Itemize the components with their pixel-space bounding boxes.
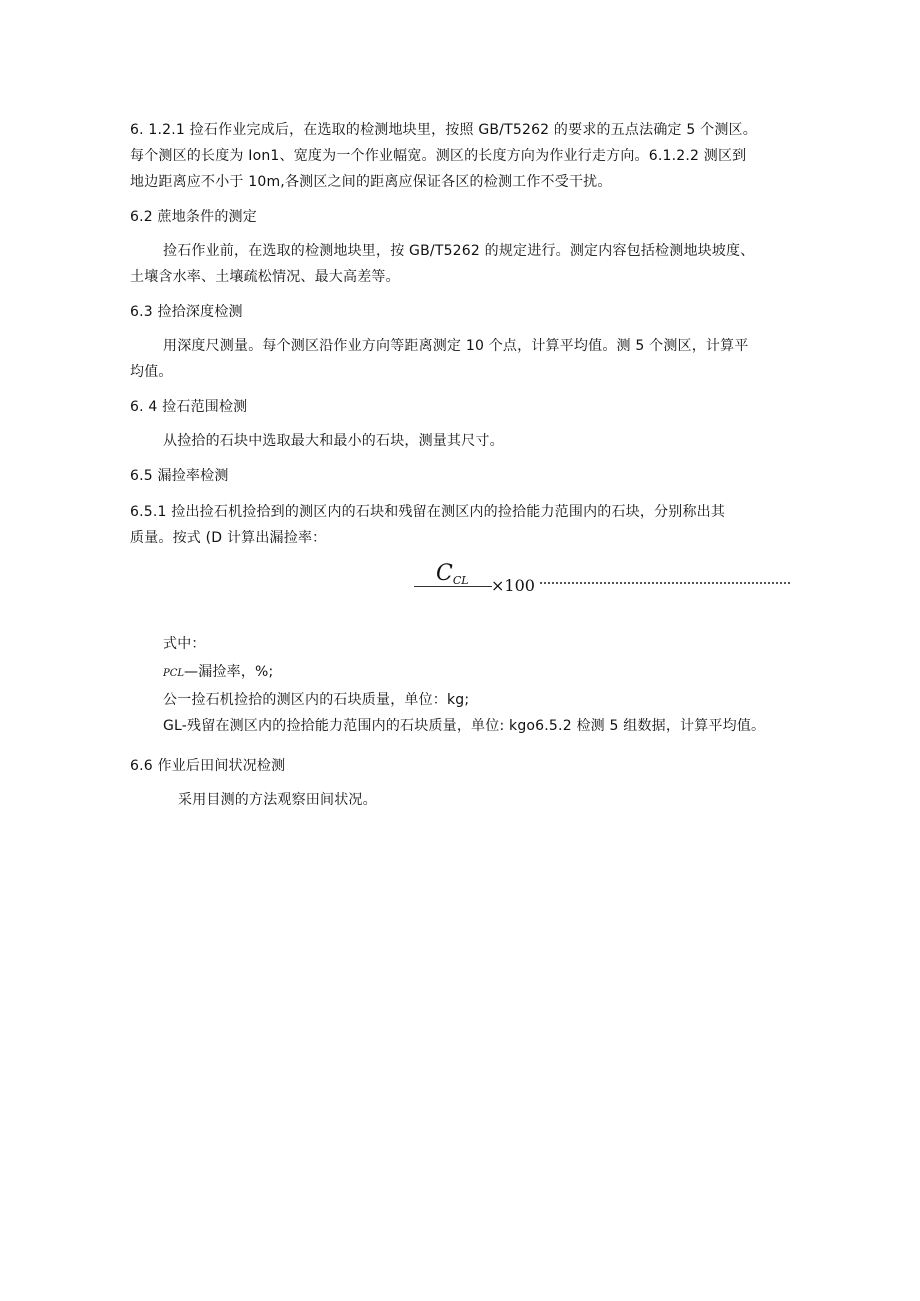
paragraph-line: 采用目测的方法观察田间状况。 bbox=[178, 792, 377, 808]
paragraph-line: 公一捡石机捡拾的测区内的石块质量，单位：kg; bbox=[163, 692, 470, 708]
section-heading-6-4: 6. 4 捡石范围检测 bbox=[130, 399, 248, 415]
paragraph-line: 土壤含水率、土壤疏松情况、最大高差等。 bbox=[130, 269, 400, 285]
section-heading-6-3: 6.3 捡拾深度检测 bbox=[130, 304, 243, 320]
symbol-pcl: PCL bbox=[163, 668, 185, 679]
formula-fraction-bar bbox=[414, 586, 492, 587]
paragraph-line: 6.5.1 捡出捡石机捡拾到的测区内的石块和残留在测区内的捡拾能力范围内的石块，分别称出其 bbox=[130, 504, 726, 520]
paragraph-line: GL-残留在测区内的捡拾能力范围内的石块质量，单位: kgo6.5.2 检测 5 组数据，计算平均值。 bbox=[163, 718, 766, 734]
formula-dot-leader bbox=[540, 582, 790, 584]
legend-text: —漏捡率，%; bbox=[184, 664, 274, 680]
paragraph-line: 质量。按式 (D 计算出漏捡率： bbox=[130, 530, 327, 546]
paragraph-line: 地边距离应不小于 10m,各测区之间的距离应保证各区的检测工作不受干扰。 bbox=[130, 174, 612, 190]
paragraph-line: 捡石作业前，在选取的检测地块里，按 GB/T5262 的规定进行。测定内容包括检测地块坡度、 bbox=[163, 243, 755, 259]
paragraph-line: 从捡拾的石块中选取最大和最小的石块，测量其尺寸。 bbox=[163, 433, 504, 449]
section-heading-6-6: 6.6 作业后田间状况检测 bbox=[130, 758, 286, 774]
section-heading-6-2: 6.2 蔗地条件的测定 bbox=[130, 209, 257, 225]
legend-line-pcl bbox=[163, 662, 273, 684]
paragraph-line: 6. 1.2.1 捡石作业完成后，在选取的检测地块里，按照 GB/T5262 的要求的五点法确定 5 个测区。 bbox=[130, 122, 757, 138]
paragraph-line: 式中： bbox=[163, 636, 206, 652]
paragraph-line: 每个测区的长度为 Ion1、宽度为一个作业幅宽。测区的长度方向为作业行走方向。6.1.2.2 测区到 bbox=[130, 148, 747, 164]
paragraph-line: 用深度尺测量。每个测区沿作业方向等距离测定 10 个点，计算平均值。测 5 个测区，计算平 bbox=[163, 338, 749, 354]
formula-multiplier: ×100 bbox=[491, 576, 535, 595]
formula-numerator: $C_{CL}$ bbox=[436, 561, 469, 587]
section-heading-6-5: 6.5 漏捡率检测 bbox=[130, 468, 229, 484]
paragraph-line: 均值。 bbox=[130, 364, 173, 380]
